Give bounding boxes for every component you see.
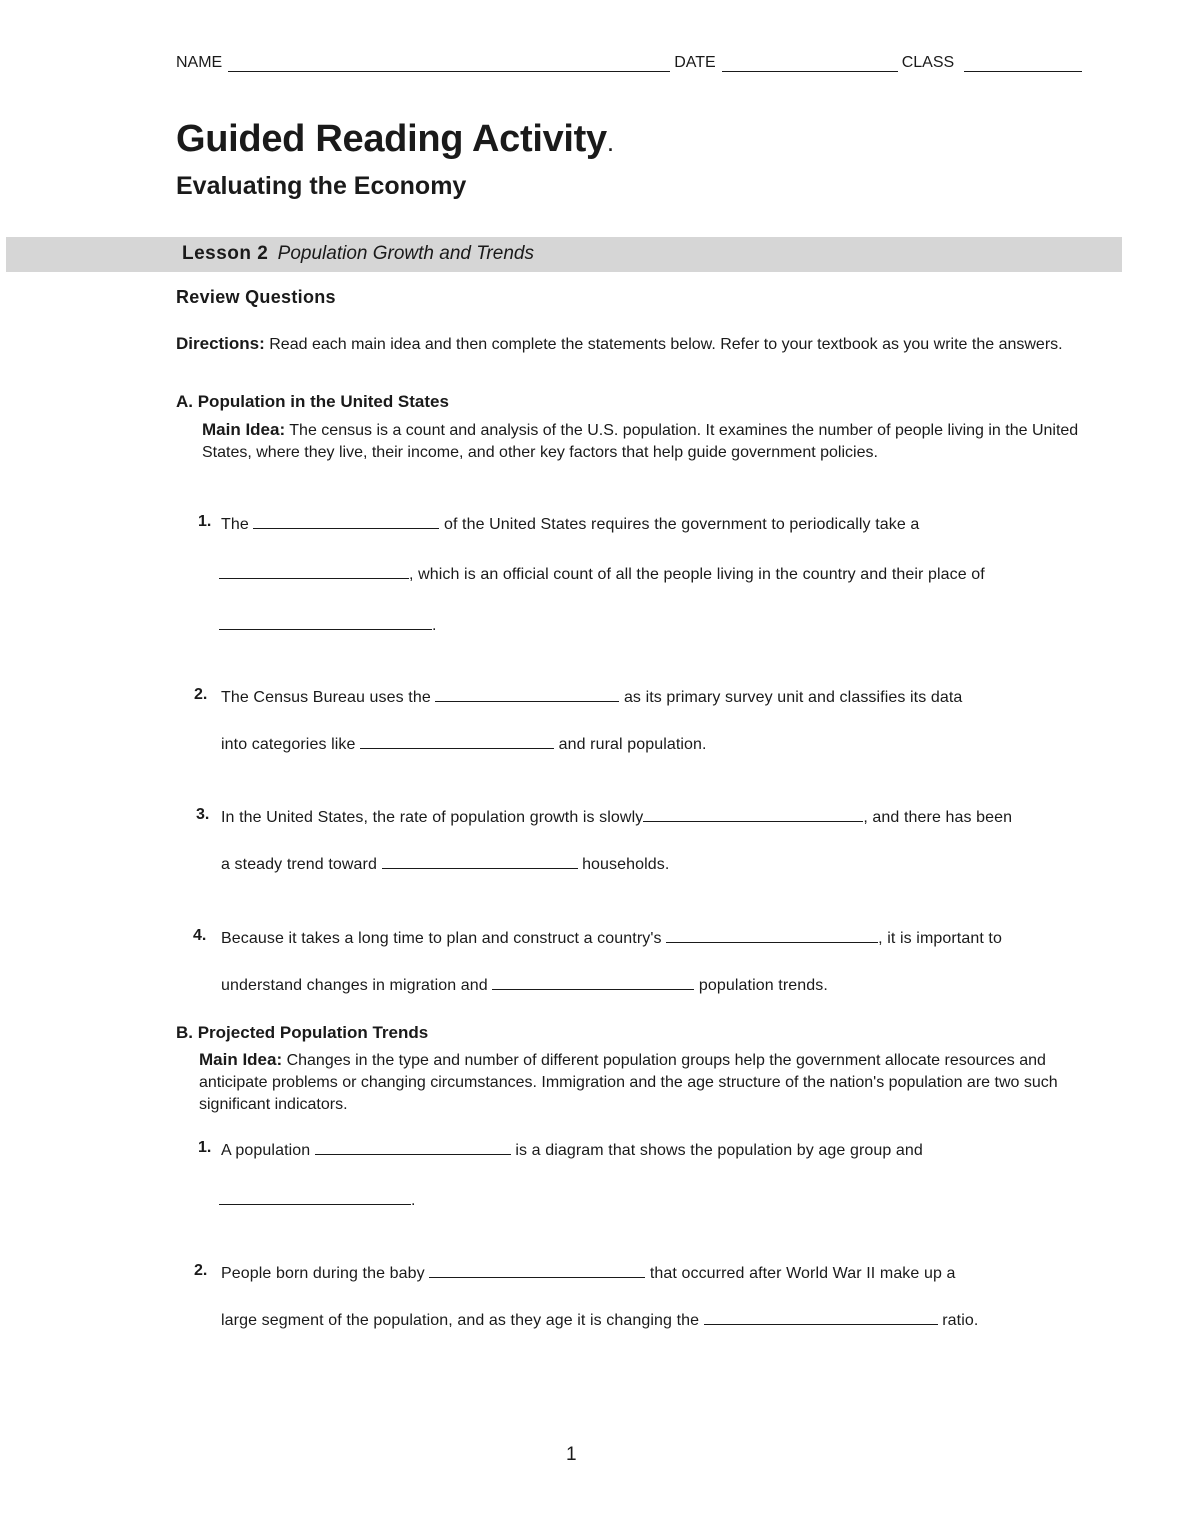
name-label: NAME	[176, 54, 223, 71]
question-a1-line1	[221, 513, 919, 534]
question-a3-line2	[221, 853, 669, 874]
lesson-topic: Population Growth and Trends	[277, 243, 534, 264]
question-text: Because it takes a long time to plan and construct a country's	[221, 930, 662, 947]
student-info-header	[176, 50, 1108, 72]
question-text: , and there has been	[863, 809, 1013, 826]
question-text: as its primary survey unit and classifies its data	[623, 689, 963, 706]
question-a4-line2	[221, 974, 828, 995]
question-text: is a diagram that shows the population by age group and	[515, 1142, 923, 1159]
directions-label: Directions:	[176, 334, 265, 353]
question-a4-number: 4.	[193, 927, 207, 944]
main-idea-label: Main Idea:	[199, 1050, 283, 1069]
question-text: of the United States requires the government to periodically take a	[443, 516, 920, 533]
page-subtitle: Evaluating the Economy	[176, 172, 467, 200]
question-b1-number: 1.	[198, 1139, 212, 1156]
answer-blank-b1-2[interactable]	[219, 1189, 411, 1205]
review-questions-heading: Review Questions	[176, 287, 336, 307]
question-a1-line2	[219, 563, 985, 584]
question-text: The Census Bureau uses the	[221, 689, 431, 706]
question-a4-line1	[221, 927, 1002, 948]
answer-blank-b2-2[interactable]	[704, 1309, 938, 1325]
question-text: The	[221, 516, 249, 533]
main-idea-label: Main Idea:	[202, 420, 286, 439]
directions	[176, 333, 1076, 356]
question-b2-line2	[221, 1309, 978, 1330]
question-text: population trends.	[698, 977, 828, 994]
answer-blank-a2-1[interactable]	[435, 686, 619, 702]
question-text: that occurred after World War II make up a	[649, 1265, 956, 1282]
question-text: ratio.	[942, 1312, 979, 1329]
answer-blank-a1-1[interactable]	[253, 513, 439, 529]
question-text: People born during the baby	[221, 1265, 425, 1282]
answer-blank-a1-3[interactable]	[219, 614, 432, 630]
lesson-label: Lesson 2	[182, 243, 269, 264]
question-a1-number: 1.	[198, 513, 212, 530]
main-idea-text: The census is a count and analysis of the U.S. population. It examines the number of people living in the United States, where they live, their income, and other key factors that help guide government policies.	[202, 422, 1079, 461]
answer-blank-a2-2[interactable]	[360, 733, 554, 749]
question-b2-line1	[221, 1262, 956, 1283]
question-text: large segment of the population, and as they age it is changing the	[221, 1312, 700, 1329]
main-idea-text: Changes in the type and number of different population groups help the government allocate resources and anticipate problems or changing circumstances. Immigration and the age structure of the nation's population are two such significant indicators.	[199, 1052, 1058, 1113]
directions-text: Read each main idea and then complete the statements below. Refer to your textbook as you write the answers.	[269, 336, 1063, 353]
section-b-heading: B. Projected Population Trends	[176, 1023, 429, 1042]
question-text: , which is an official count of all the people living in the country and their place of	[409, 566, 985, 583]
section-a-heading: A. Population in the United States	[176, 392, 449, 411]
question-a2-line2	[221, 733, 707, 754]
class-label: CLASS	[901, 54, 955, 71]
question-text: .	[411, 1192, 416, 1209]
question-b2-number: 2.	[194, 1262, 208, 1279]
lesson-banner	[6, 237, 1122, 272]
page-title: Guided Reading Activity.	[176, 118, 614, 160]
question-text: In the United States, the rate of population growth is slowly	[221, 809, 644, 826]
section-a-main-idea	[202, 419, 1082, 464]
date-label: DATE	[674, 54, 716, 71]
question-text: and rural population.	[558, 736, 707, 753]
class-field[interactable]	[964, 55, 1082, 72]
question-a3-number: 3.	[196, 806, 210, 823]
question-text: into categories like	[221, 736, 356, 753]
section-b-main-idea	[199, 1049, 1079, 1116]
question-a2-line1	[221, 686, 962, 707]
question-a2-number: 2.	[194, 686, 208, 703]
question-text: households.	[582, 856, 670, 873]
question-a3-line1	[221, 806, 1012, 827]
question-a1-line3	[219, 614, 437, 635]
name-field[interactable]	[228, 55, 670, 72]
answer-blank-a3-1[interactable]	[643, 806, 863, 822]
question-text: A population	[221, 1142, 311, 1159]
answer-blank-a3-2[interactable]	[382, 853, 578, 869]
answer-blank-a4-2[interactable]	[492, 974, 694, 990]
question-text: understand changes in migration and	[221, 977, 488, 994]
date-field[interactable]	[722, 55, 898, 72]
answer-blank-b1-1[interactable]	[315, 1139, 511, 1155]
question-text: .	[432, 617, 437, 634]
answer-blank-b2-1[interactable]	[429, 1262, 645, 1278]
lesson-title	[182, 243, 534, 265]
answer-blank-a1-2[interactable]	[219, 563, 409, 579]
page-number: 1	[566, 1444, 577, 1465]
question-text: a steady trend toward	[221, 856, 377, 873]
question-b1-line1	[221, 1139, 923, 1160]
question-text: , it is important to	[878, 930, 1002, 947]
answer-blank-a4-1[interactable]	[666, 927, 878, 943]
question-b1-line2	[219, 1189, 416, 1210]
